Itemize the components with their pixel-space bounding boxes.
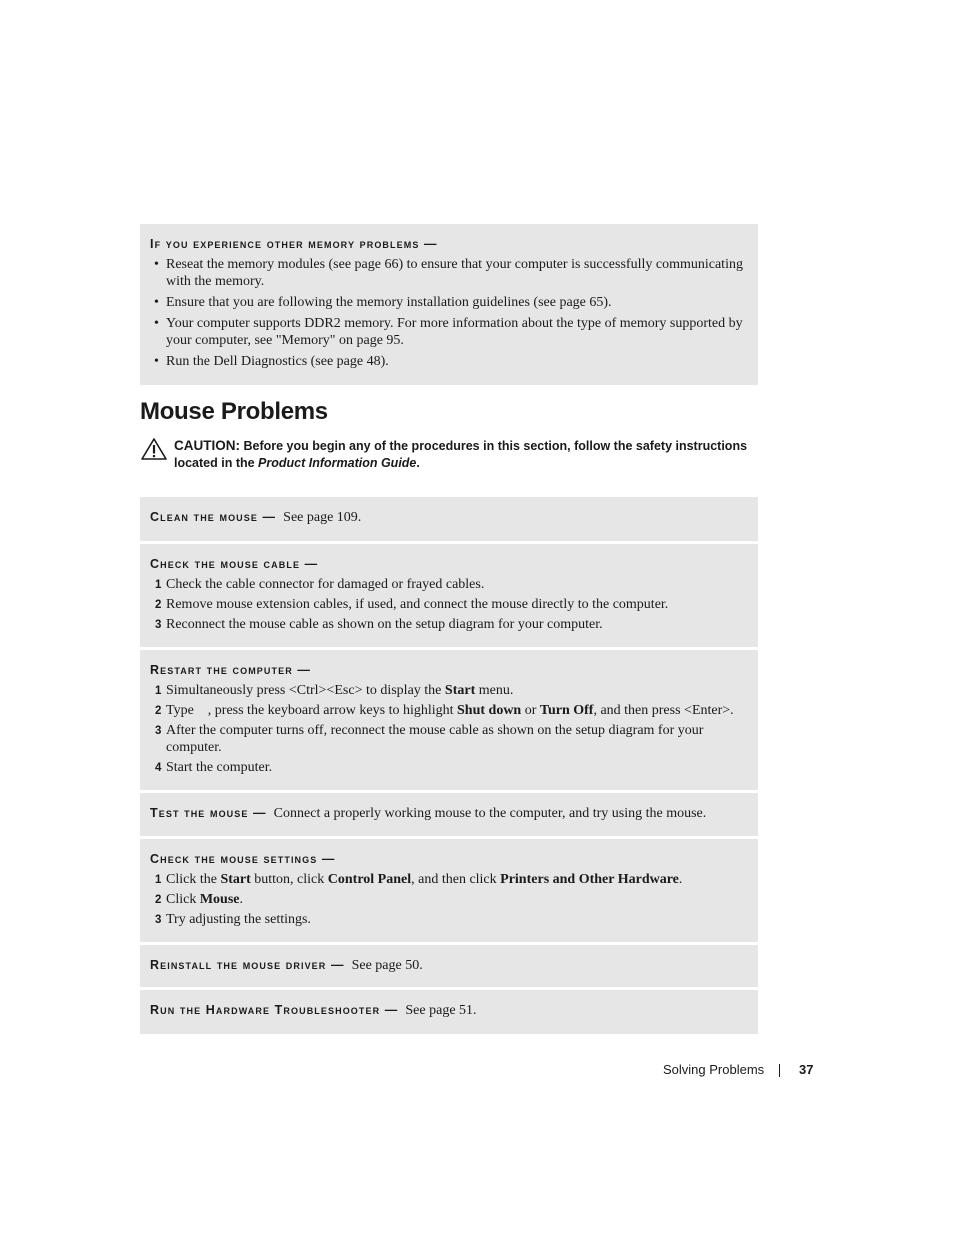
step-text: Try adjusting the settings. bbox=[166, 912, 311, 927]
step-text: button, click bbox=[250, 872, 328, 887]
list-item: 3 After the computer turns off, reconnect the mouse cable as shown on the setup diagram for your computer. bbox=[155, 723, 704, 755]
step-text: Check the cable connector for damaged or frayed cables. bbox=[166, 577, 485, 592]
clean-mouse-text: See page 109. bbox=[283, 510, 362, 525]
step-text: Reconnect the mouse cable as shown on the setup diagram for your computer. bbox=[166, 617, 603, 632]
test-mouse-text: Connect a properly working mouse to the computer, and try using the mouse. bbox=[273, 806, 707, 821]
memory-problems-heading: If you experience other memory problems — bbox=[150, 237, 438, 251]
test-mouse-line bbox=[150, 805, 748, 822]
list-item: 1 Check the cable connector for damaged or frayed cables. bbox=[155, 577, 485, 592]
memory-problems-list bbox=[150, 256, 748, 370]
list-item: 2 Type , press the keyboard arrow keys to highlight Shut down or Turn Off, and then press <Enter>. bbox=[155, 703, 734, 718]
list-item: 3 Reconnect the mouse cable as shown on the setup diagram for your computer. bbox=[155, 617, 603, 632]
step-text: Click the bbox=[166, 872, 221, 887]
step-text: . bbox=[239, 892, 244, 907]
reinstall-driver-box bbox=[140, 945, 758, 987]
product-information-guide: Product Information Guide bbox=[258, 456, 417, 470]
hardware-troubleshooter-line bbox=[150, 1002, 748, 1019]
caution-triangle-icon bbox=[140, 437, 168, 461]
test-mouse-heading: Test the mouse — bbox=[150, 806, 267, 820]
shut-down-label: Shut down bbox=[457, 703, 522, 718]
list-item: • Your computer supports DDR2 memory. For more information about the type of memory supported by your computer, see "Memory" on page 95. bbox=[150, 315, 748, 349]
reinstall-driver-line bbox=[150, 957, 748, 974]
step-text: or bbox=[521, 703, 540, 718]
hardware-troubleshooter-text: See page 51. bbox=[405, 1003, 477, 1018]
list-item: 1 Simultaneously press <Ctrl><Esc> to display the Start menu. bbox=[155, 683, 514, 698]
mouse-label: Mouse bbox=[199, 892, 240, 907]
reinstall-driver-text: See page 50. bbox=[351, 958, 423, 973]
caution-text bbox=[174, 437, 760, 472]
control-panel-label: Control Panel bbox=[327, 872, 412, 887]
step-text: , and then press <Enter>. bbox=[593, 703, 734, 718]
restart-computer-steps bbox=[150, 682, 748, 776]
restart-computer-heading: Restart the computer — bbox=[150, 663, 311, 677]
caution-end: . bbox=[416, 456, 420, 470]
page-footer bbox=[663, 1062, 814, 1077]
caution-notice bbox=[140, 437, 760, 472]
start-button-label: Start bbox=[220, 872, 251, 887]
footer-section-title: Solving Problems bbox=[663, 1062, 765, 1077]
printers-hardware-label: Printers and Other Hardware bbox=[500, 872, 679, 887]
list-item: 1 Click the Start button, click Control Panel, and then click Printers and Other Hardware. bbox=[155, 872, 683, 887]
list-item: • Ensure that you are following the memory installation guidelines (see page 65). bbox=[150, 294, 748, 311]
step-text: After the computer turns off, reconnect the mouse cable as shown on the setup diagram for your computer. bbox=[166, 723, 704, 755]
mouse-cable-steps bbox=[150, 576, 748, 633]
list-item: 2 Remove mouse extension cables, if used, and connect the mouse directly to the computer. bbox=[155, 597, 669, 612]
step-text: Click bbox=[166, 892, 200, 907]
clean-mouse-heading: Clean the mouse — bbox=[150, 510, 277, 524]
step-text: , and then click bbox=[411, 872, 501, 887]
list-item: 4 Start the computer. bbox=[155, 760, 273, 775]
mouse-cable-heading: Check the mouse cable — bbox=[150, 557, 319, 571]
section-title: Mouse Problems bbox=[140, 398, 328, 425]
list-item: 2 Click Mouse. bbox=[155, 892, 244, 907]
start-menu-label: Start bbox=[444, 683, 476, 698]
step-text: Remove mouse extension cables, if used, and connect the mouse directly to the computer. bbox=[166, 597, 669, 612]
reinstall-driver-heading: Reinstall the mouse driver — bbox=[150, 958, 345, 972]
turn-off-label: Turn Off bbox=[539, 703, 594, 718]
step-text: Start the computer. bbox=[166, 760, 273, 775]
list-item: • Run the Dell Diagnostics (see page 48). bbox=[150, 353, 748, 370]
hardware-troubleshooter-heading: Run the Hardware Troubleshooter — bbox=[150, 1003, 399, 1017]
list-item: 3 Try adjusting the settings. bbox=[155, 912, 311, 927]
mouse-cable-box bbox=[140, 544, 758, 647]
step-text: menu. bbox=[475, 683, 514, 698]
page-number: 37 bbox=[799, 1062, 814, 1077]
test-mouse-box bbox=[140, 793, 758, 836]
step-text: . bbox=[678, 872, 683, 887]
list-item: • Reseat the memory modules (see page 66) to ensure that your computer is successfully communicating with the memory. bbox=[150, 256, 748, 290]
footer-divider bbox=[779, 1064, 780, 1077]
step-text: Simultaneously press <Ctrl><Esc> to display the bbox=[166, 683, 445, 698]
memory-problems-box bbox=[140, 224, 758, 385]
clean-mouse-line bbox=[150, 509, 748, 526]
hardware-troubleshooter-box bbox=[140, 990, 758, 1034]
caution-body: Before you begin any of the procedures in this section, follow the safety instructions located in the bbox=[174, 439, 748, 470]
restart-computer-box bbox=[140, 650, 758, 790]
clean-mouse-box bbox=[140, 497, 758, 541]
mouse-settings-steps bbox=[150, 871, 748, 928]
mouse-settings-box bbox=[140, 839, 758, 942]
caution-label: CAUTION: bbox=[174, 438, 240, 453]
step-text: Type , press the keyboard arrow keys to highlight bbox=[166, 703, 458, 718]
mouse-settings-heading: Check the mouse settings — bbox=[150, 852, 336, 866]
